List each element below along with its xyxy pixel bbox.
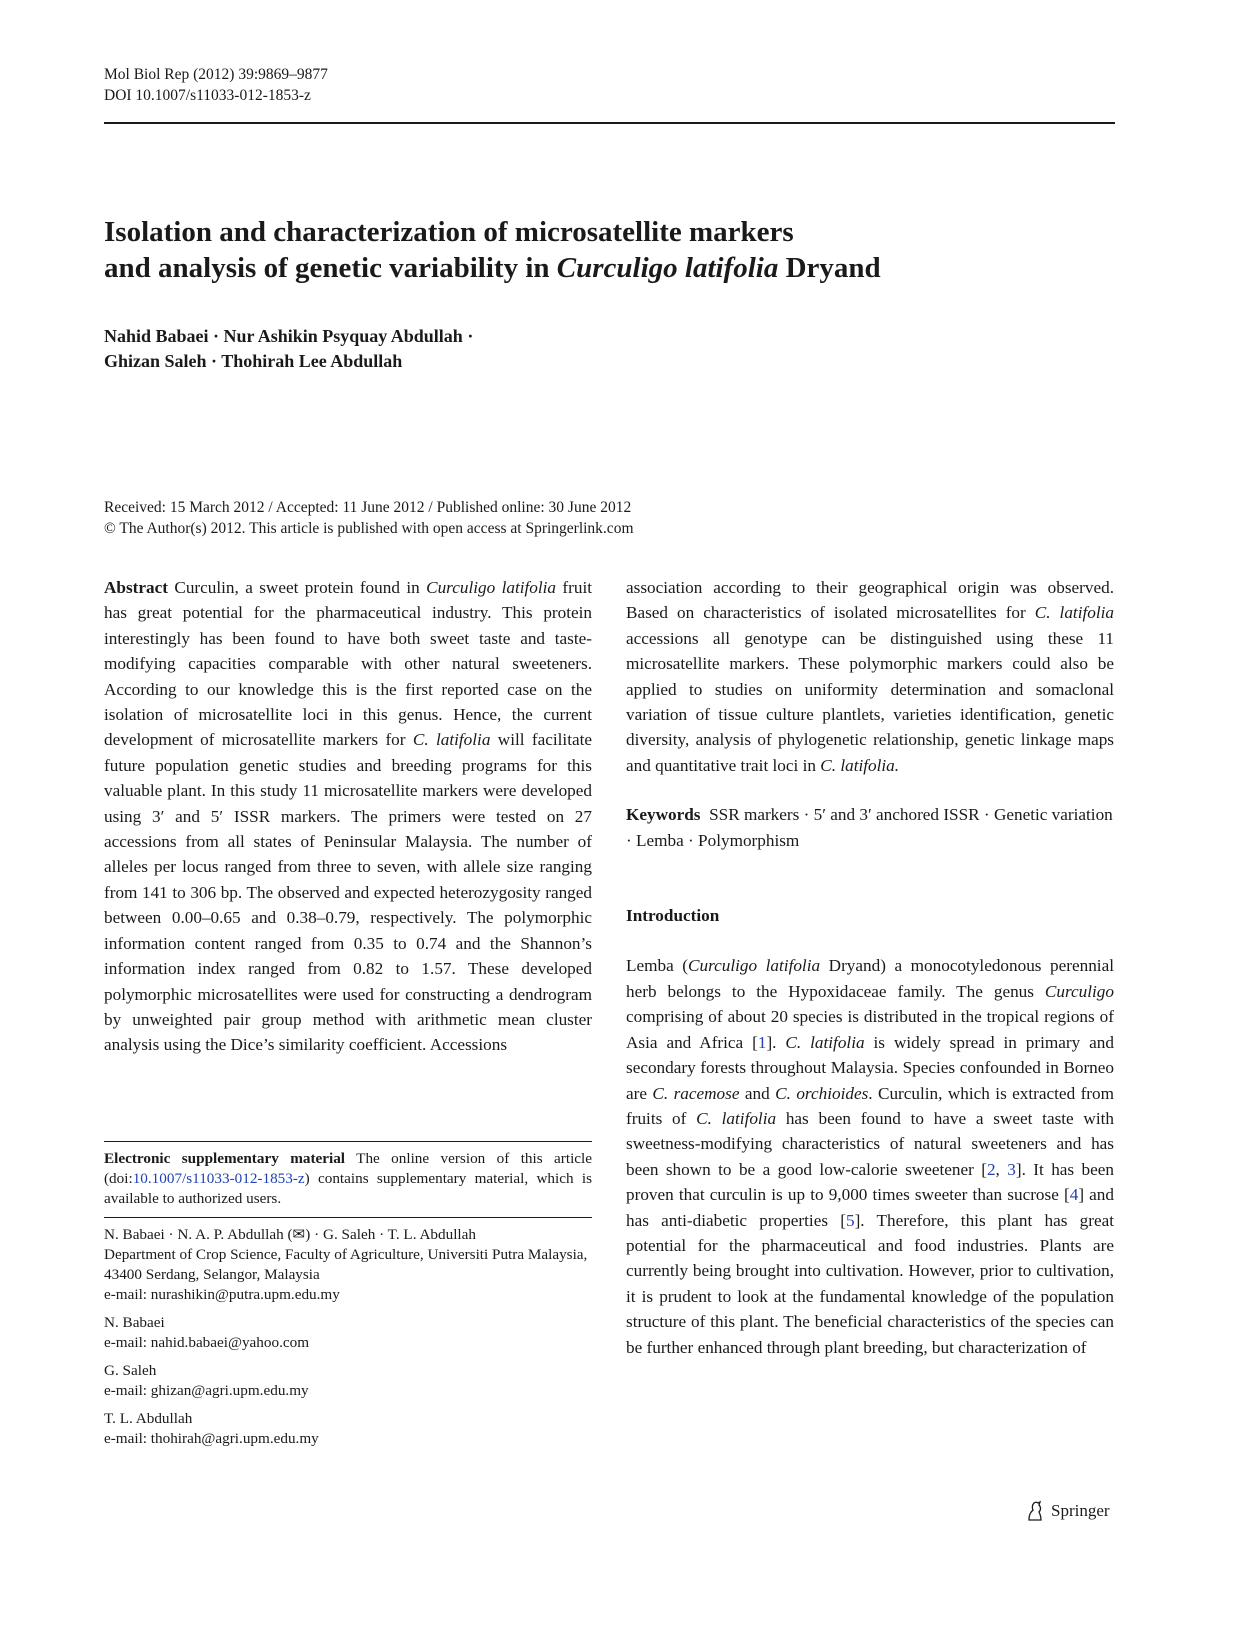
affiliation-main: N. Babaei · N. A. P. Abdullah (✉) · G. Saleh · T. L. Abdullah Department of Crop Science, Faculty of Agriculture, Universiti Putra Malaysia, 43400 Serdang, Selangor, Malaysia e-mail: nurashikin@putra.upm.edu.my: [104, 1225, 592, 1305]
authors-line-2: Ghizan Saleh · Thohirah Lee Abdullah: [104, 351, 403, 371]
keywords-heading: Keywords: [626, 805, 701, 825]
article-title: [104, 214, 1115, 286]
introduction-heading: Introduction: [626, 906, 720, 926]
dates-line: Received: 15 March 2012 / Accepted: 11 June 2012 / Published online: 30 June 2012: [104, 499, 632, 516]
email: e-mail: thohirah@agri.upm.edu.my: [104, 1430, 319, 1447]
reference-link[interactable]: 1: [757, 1032, 767, 1052]
publisher-name: Springer: [1051, 1501, 1110, 1520]
publisher-logo: [1025, 1500, 1110, 1522]
right-column: [626, 575, 1114, 1360]
title-line-2: and analysis of genetic variability in Curculigo latifolia Dryand: [104, 252, 881, 284]
abstract-part-1: Abstract Curculin, a sweet protein found in Curculigo latifolia fruit has great potential for the pharmaceutical industry. This protein interestingly has been found to have both sweet taste and taste-modifying capacities comparable with other natural sweeteners. According to our knowledge this is the first reported case on the isolation of microsatellite loci in this genus. Hence, the current development of microsatellite markers for C. latifolia will facilitate future population genetic studies and breeding programs for this valuable plant. In this study 11 microsatellite markers were developed using 3′ and 5′ ISSR markers. The primers were tested on 27 accessions from all states of Peninsular Malaysia. The number of alleles per locus ranged from three to seven, with allele size ranging from 141 to 306 bp. The observed and expected heterozygosity ranged between 0.00–0.65 and 0.38–0.79, respectively. The polymorphic information content ranged from 0.35 to 0.74 and the Shannon’s information index ranged from 0.82 to 1.57. These developed polymorphic microsatellites were used for constructing a dendrogram by unweighted pair group method with arithmetic mean cluster analysis using the Dice’s similarity coefficient. Accessions: [104, 578, 593, 1055]
supplementary-note: Electronic supplementary material The online version of this article (doi:10.1007/s11033-012-1853-z) contains supplementary material, which is available to authorized users.: [104, 1150, 592, 1207]
email: e-mail: nurashikin@putra.upm.edu.my: [104, 1286, 340, 1303]
keywords: Keywords SSR markers · 5′ and 3′ anchored ISSR · Genetic variation · Lemba · Polymorphism: [626, 805, 1113, 850]
doi: DOI 10.1007/s11033-012-1853-z: [104, 87, 311, 104]
springer-horse-icon: [1025, 1500, 1045, 1522]
header-rule: [104, 122, 1115, 124]
author-list: [104, 324, 473, 374]
affiliation-contact: T. L. Abdullah e-mail: thohirah@agri.upm.edu.my: [104, 1409, 592, 1449]
affiliations: [104, 1225, 592, 1457]
reference-link[interactable]: 4: [1069, 1185, 1079, 1205]
reference-link[interactable]: 3: [1007, 1159, 1016, 1179]
journal-info: [104, 64, 328, 106]
authors-line-1: Nahid Babaei · Nur Ashikin Psyquay Abdullah ·: [104, 326, 474, 346]
email: e-mail: ghizan@agri.upm.edu.my: [104, 1382, 309, 1399]
journal-citation: Mol Biol Rep (2012) 39:9869–9877: [104, 66, 328, 83]
abstract-part-2: association according to their geographical origin was observed. Based on characteristics of isolated microsatellites for C. latifolia accessions all genotype can be distinguished using these 11 microsatellite markers. These polymorphic markers could also be applied to studies on uniformity determination and somaclonal variation of tissue culture plantlets, varieties identification, genetic diversity, analysis of phylogenetic relationship, genetic linkage maps and quantitative trait loci in C. latifolia.: [626, 578, 1114, 775]
publication-dates: [104, 497, 634, 539]
affiliation-rule: [104, 1217, 592, 1218]
abstract-left-column: [104, 575, 592, 1058]
footnote-rule: [104, 1141, 592, 1142]
email: e-mail: nahid.babaei@yahoo.com: [104, 1334, 310, 1351]
affiliation-contact: N. Babaei e-mail: nahid.babaei@yahoo.com: [104, 1313, 592, 1353]
reference-link[interactable]: 5: [845, 1210, 855, 1230]
doi-link[interactable]: 10.1007/s11033-012-1853-z: [132, 1170, 305, 1187]
abstract-heading: Abstract: [104, 578, 168, 597]
copyright-line: © The Author(s) 2012. This article is published with open access at Springerlink.com: [104, 520, 634, 537]
reference-link[interactable]: 2: [986, 1159, 996, 1179]
introduction-text: Lemba (Curculigo latifolia Dryand) a monocotyledonous perennial herb belongs to the Hypoxidaceae family. The genus Curculigo comprising of about 20 species is distributed in the tropical regions of Asia and Africa [1]. C. latifolia is widely spread in primary and secondary forests throughout Malaysia. Species confounded in Borneo are C. racemose and C. orchioides. Curculin, which is extracted from fruits of C. latifolia has been found to have a sweet taste with sweetness-modifying characteristics of natural sweeteners and has been shown to be a good low-calorie sweetener [2, 3]. It has been proven that curculin is up to 9,000 times sweeter than sucrose [4] and has anti-diabetic properties [5]. Therefore, this plant has great potential for the pharmaceutical and food industries. Plants are currently being brought into cultivation. However, prior to cultivation, it is prudent to look at the fundamental knowledge of the population structure of this plant. The beneficial characteristics of the species can be further enhanced through plant breeding, but characterization of: [626, 956, 1114, 1357]
affiliation-contact: G. Saleh e-mail: ghizan@agri.upm.edu.my: [104, 1361, 592, 1401]
title-line-1: Isolation and characterization of microsatellite markers: [104, 216, 794, 248]
